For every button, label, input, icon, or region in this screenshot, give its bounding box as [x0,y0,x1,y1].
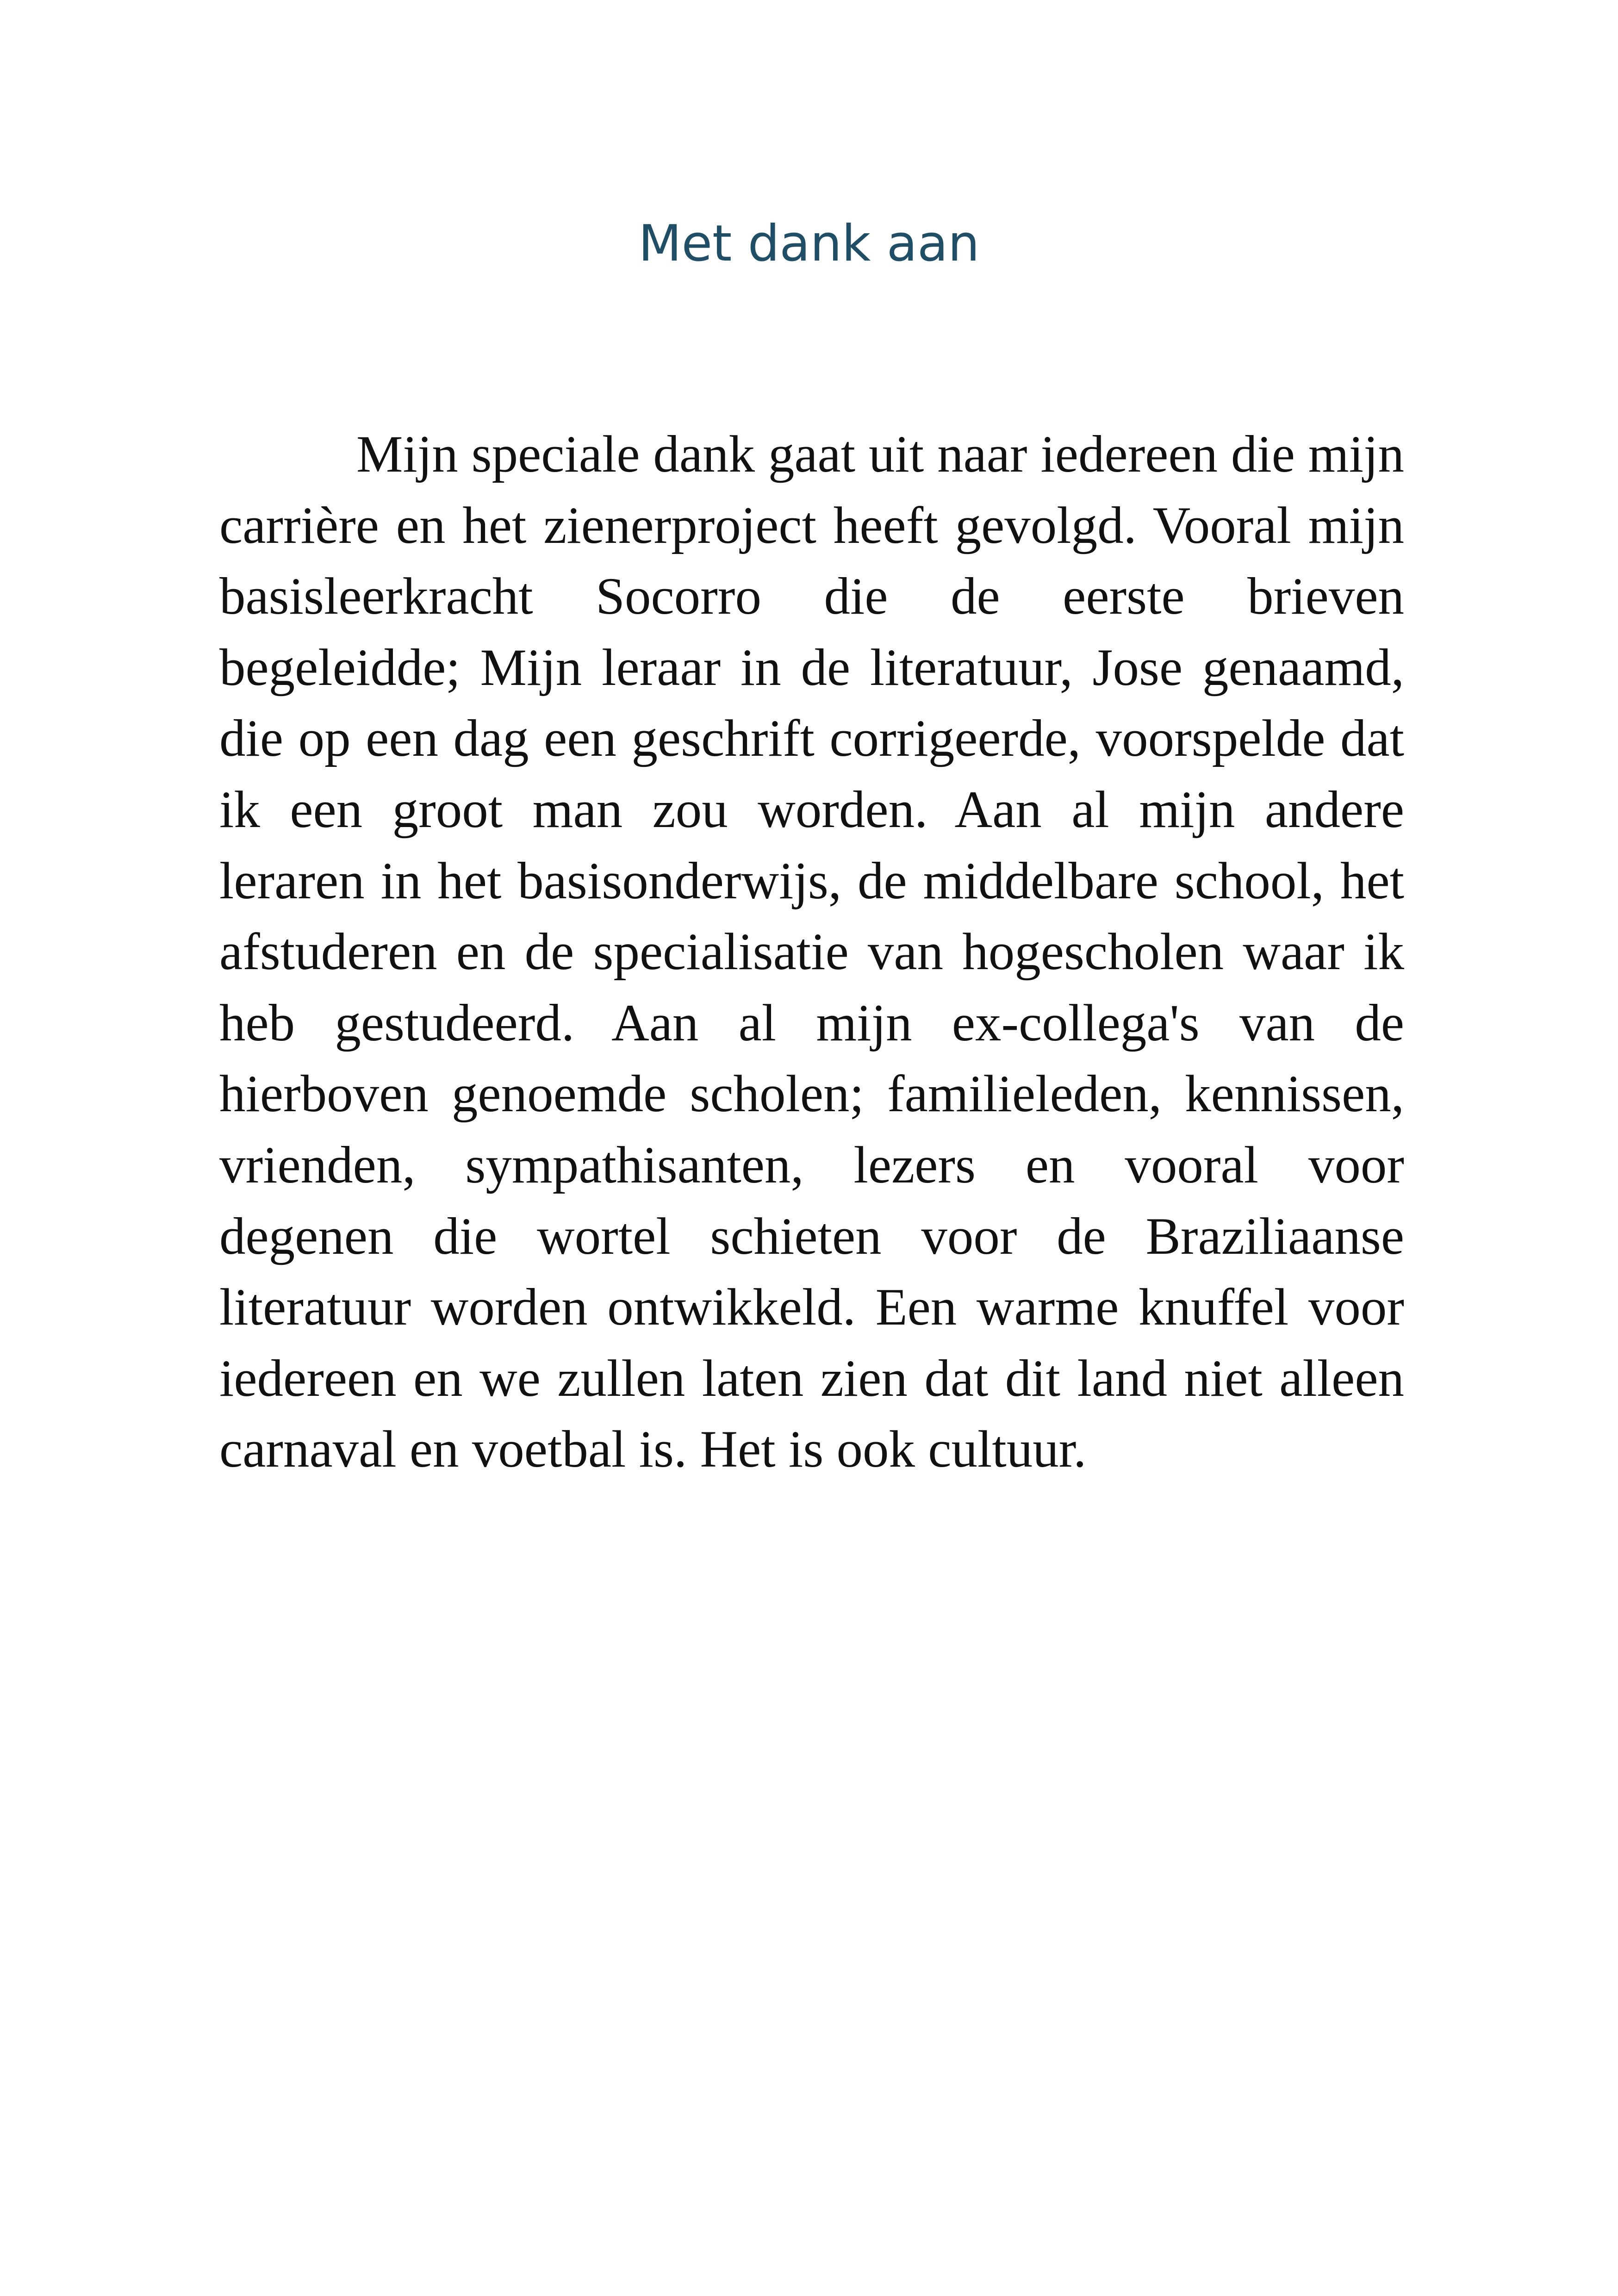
acknowledgement-paragraph: Mijn speciale dank gaat uit naar iedereen die mijn carrière en het zienerproject heeft gevolgd. Vooral mijn basisleerkracht Socorro die de eerste brieven begeleidde; Mijn leraar in de literatuur, Jose genaamd, die op een dag een geschrift corrigeerde, voorspelde dat ik een groot man zou worden. Aan al mijn andere leraren in het basisonderwijs, de middelbare school, het afstuderen en de specialisatie van hogescholen waar ik heb gestudeerd. Aan al mijn ex-collega's van de hierboven genoemde scholen; familieleden, kennissen, vrienden, sympathisanten, lezers en vooral voor degenen die wortel schieten voor de Braziliaanse literatuur worden ontwikkeld. Een warme knuffel voor iedereen en we zullen laten zien dat dit land niet alleen carnaval en voetbal is. Het is ook cultuur. [219,425,1404,1479]
page-title: Met dank aan [638,215,980,273]
